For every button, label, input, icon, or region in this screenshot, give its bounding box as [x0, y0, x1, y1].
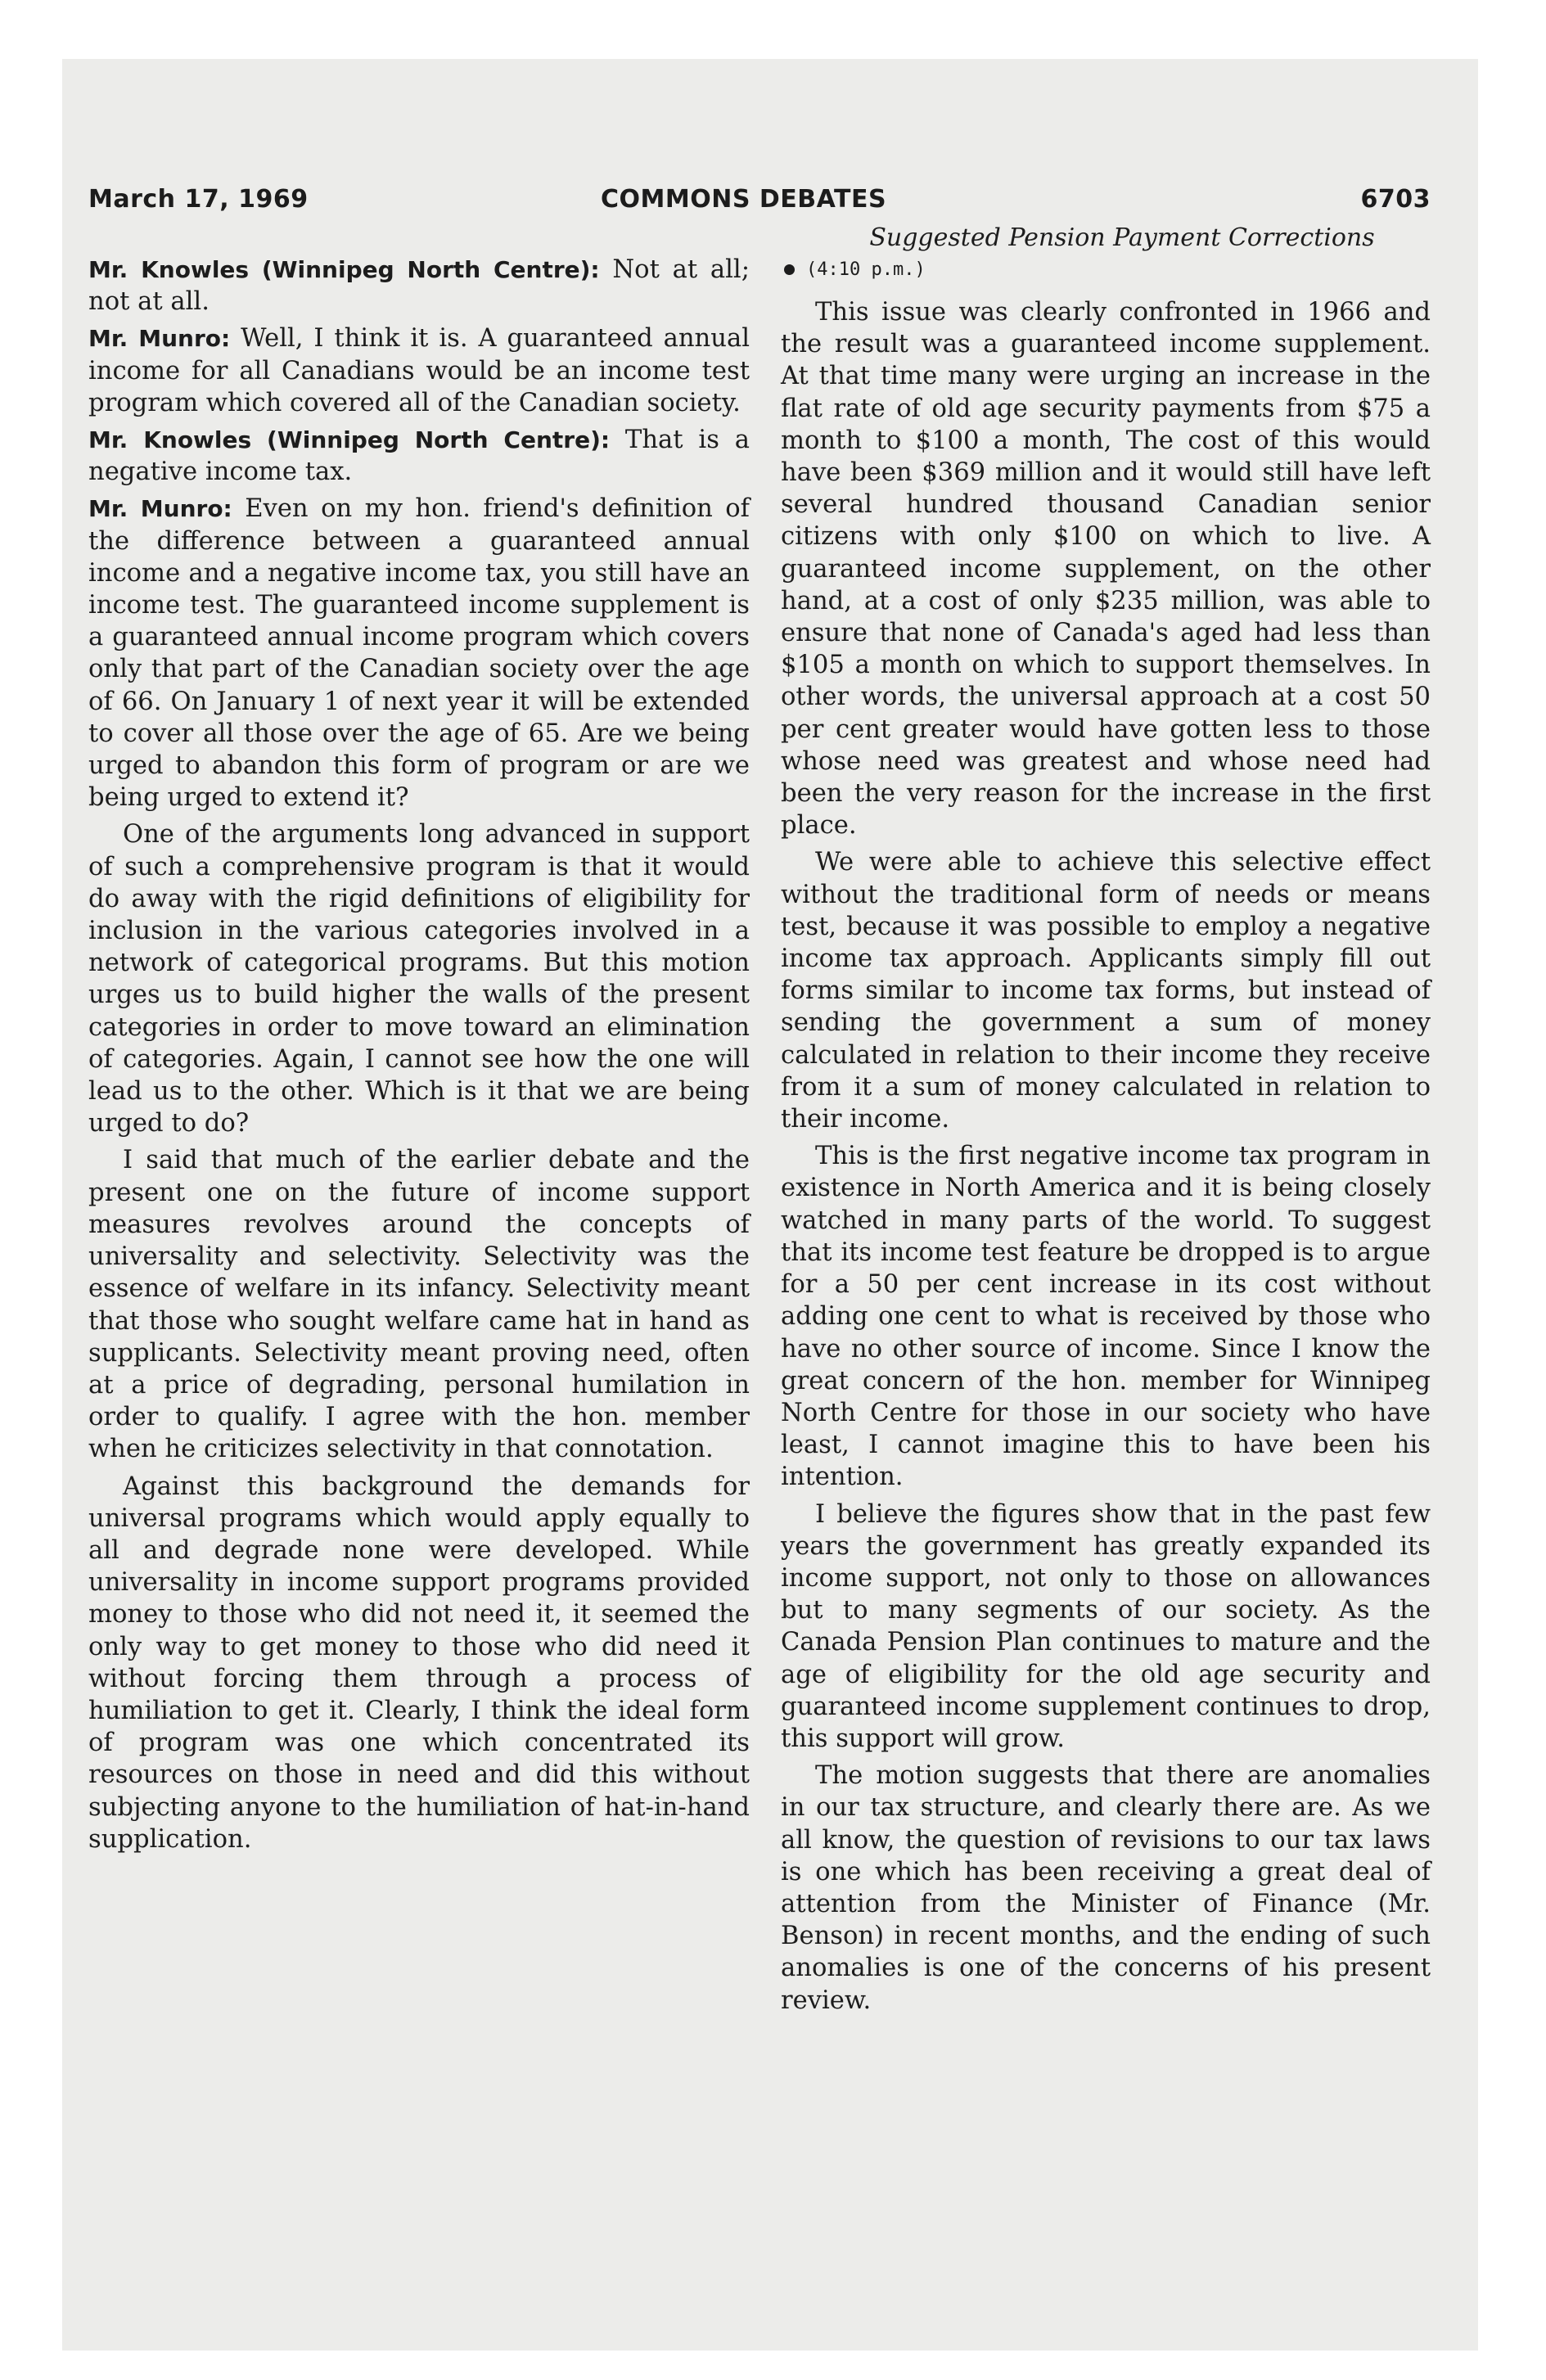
- paragraph: One of the arguments long advanced in support of such a comprehensive program is that it would do away with the rigid definitions of eligibility for inclusion in the various categories involved in a network of categorical programs. But this motion urges us to build higher the walls of the present categories in order to move toward an elimination of categories. Again, I cannot see how the one will lead us to the other. Which is it that we are being urged to do?: [88, 820, 750, 1138]
- paragraph: Against this background the demands for universal programs which would apply equally to all and degrade none were developed. While universality in income support programs provided money to those who did not need it, it seemed the only way to get money to those who did need it without forcing them through a process of humiliation to get it. Clearly, I think the ideal form of program was one which concentrated its resources on those in need and did this without subjecting anyone to the humiliation of hat-in-hand supplication.: [88, 1472, 750, 1854]
- paragraph: I said that much of the earlier debate and the present one on the future of income support measures revolves around the concepts of universality and selectivity. Selectivity was the essence of welfare in its infancy. Selectivity meant that those who sought welfare came hat in hand as supplicants. Selectivity meant proving need, often at a price of degrading, personal humilation in order to qualify. I agree with the hon. member when he criticizes selectivity in that connotation.: [88, 1146, 750, 1464]
- paragraph: The motion suggests that there are anomalies in our tax structure, and clearly there are. As we all know, the question of revisions to our tax laws is one which has been receiving a great deal of attention from the Minister of Finance (Mr. Benson) in recent months, and the ending of such anomalies is one of the concerns of his present review.: [781, 1761, 1431, 2015]
- bullet-icon: [784, 264, 795, 275]
- section-subheading: Suggested Pension Payment Corrections: [869, 223, 1375, 252]
- left-column: [88, 254, 750, 1860]
- paragraph-text: Not at all; not at all.: [88, 255, 750, 317]
- speaker-name: Mr. Munro:: [88, 325, 231, 353]
- paragraph: [88, 424, 750, 488]
- page-header: [88, 185, 1431, 218]
- header-date: March 17, 1969: [88, 185, 309, 214]
- paragraph: I believe the figures show that in the past few years the government has greatly expanded its income support, not only to those on allowances but to many segments of our society. As the Canada Pension Plan continues to mature and the age of eligibility for the old age security and guaranteed income supplement continues to drop, this support will grow.: [781, 1499, 1431, 1753]
- right-column: [781, 223, 1431, 2022]
- timestamp-text: (4:10 p.m.): [806, 259, 926, 280]
- speaker-name: Mr. Knowles (Winnipeg North Centre):: [88, 426, 611, 454]
- paragraph: This issue was clearly confronted in 1966 and the result was a guaranteed income supplement. At that time many were urging an increase in the flat rate of old age security payments from $75 a month to $100 a month, The cost of this would have been $369 million and it would still have left several hundred thousand Canadian senior citizens with only $100 on which to live. A guaranteed income supplement, on the other hand, at a cost of only $235 million, was able to ensure that none of Canada's aged had less than $105 a month on which to support themselves. In other words, the universal approach at a cost 50 per cent greater would have gotten less to those whose need was greatest and whose need had been the very reason for the increase in the first place.: [781, 298, 1431, 841]
- header-publication: COMMONS DEBATES: [601, 185, 887, 214]
- paragraph-text: That is a negative income tax.: [88, 426, 750, 487]
- timestamp: [781, 255, 1431, 285]
- paragraph: [88, 322, 750, 419]
- paragraph-text: Well, I think it is. A guaranteed annual income for all Canadians would be an income test program which covered all of the Canadian society.: [88, 324, 750, 417]
- speaker-name: Mr. Knowles (Winnipeg North Centre):: [88, 256, 600, 283]
- speaker-name: Mr. Munro:: [88, 495, 232, 523]
- paragraph: This is the first negative income tax program in existence in North America and it is being closely watched in many parts of the world. To suggest that its income test feature be dropped is to argue for a 50 per cent increase in its cost without adding one cent to what is received by those who have no other source of income. Since I know the great concern of the hon. member for Winnipeg North Centre for those in our society who have least, I cannot imagine this to have been his intention.: [781, 1142, 1431, 1492]
- paragraph-text: Even on my hon. friend's definition of the difference between a guaranteed annual income and a negative income tax, you still have an income test. The guaranteed income supplement is a guaranteed annual income program which covers only that part of the Canadian society over the age of 66. On January 1 of next year it will be extended to cover all those over the age of 65. Are we being urged to abandon this form of program or are we being urged to extend it?: [88, 494, 750, 813]
- paragraph: We were able to achieve this selective effect without the traditional form of needs or means test, because it was possible to employ a negative income tax approach. Applicants simply fill out forms similar to income tax forms, but instead of sending the government a sum of money calculated in relation to their income they receive from it a sum of money calculated in relation to their income.: [781, 848, 1431, 1134]
- paragraph: [88, 493, 750, 814]
- header-page-number: 6703: [1360, 185, 1431, 214]
- paragraph: [88, 254, 750, 318]
